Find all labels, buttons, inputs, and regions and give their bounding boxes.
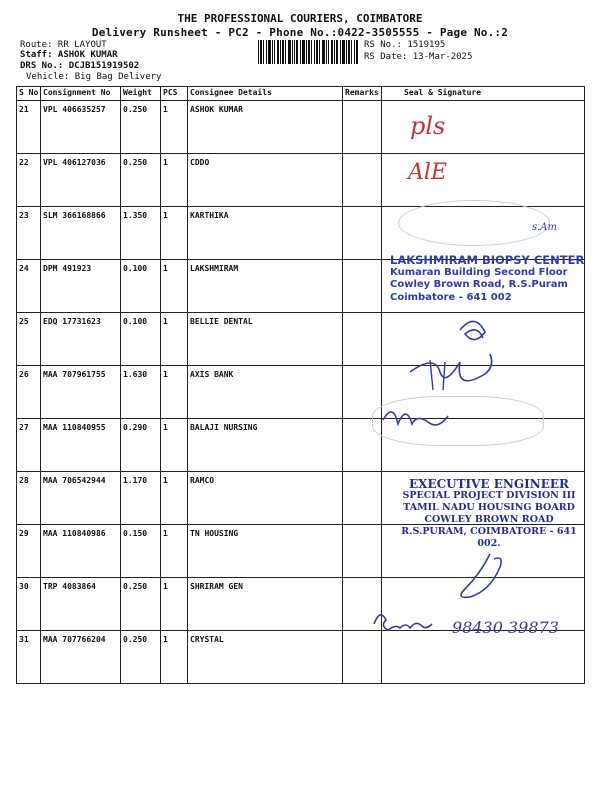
tnhb-stamp [394,478,584,550]
table-row [17,154,585,207]
cell-consignment-no: SLM 366168866 [41,207,121,260]
stamp-line: Kumaran Building Second Floor [390,266,568,278]
col-consignee-header: Consignee Details [188,87,343,101]
stamp-line: Coimbatore - 641 002 [390,291,512,303]
cell-consignee: BELLIE DENTAL [188,313,343,366]
cell-sno: 27 [17,419,41,472]
cell-remarks [343,525,382,578]
signature-row21: pls [410,112,446,140]
cell-weight: 0.290 [121,419,161,472]
lakshmiram-stamp [390,254,584,304]
cell-pcs: 1 [161,525,188,578]
stamp-line: R.S.PURAM, COIMBATORE - 641 002. [401,526,577,549]
stamp-line: EXECUTIVE ENGINEER [408,477,569,491]
cell-pcs: 1 [161,578,188,631]
cell-weight: 0.100 [121,313,161,366]
vehicle-label: Vehicle: Big Bag Delivery [26,72,162,82]
table-row [17,631,585,684]
staff-label: Staff: ASHOK KUMAR [20,50,118,60]
cell-remarks [343,154,382,207]
stamp-line: COWLEY BROWN ROAD [424,514,554,525]
barcode-image [258,40,358,64]
cell-pcs: 1 [161,419,188,472]
cell-weight: 1.170 [121,472,161,525]
cell-consignee: BALAJI NURSING [188,419,343,472]
cell-weight: 0.250 [121,101,161,154]
cell-consignment-no: EDQ 17731623 [41,313,121,366]
cell-consignment-no: MAA 707766204 [41,631,121,684]
cell-consignee: TN HOUSING [188,525,343,578]
cell-sno: 23 [17,207,41,260]
cell-weight: 0.150 [121,525,161,578]
stamp-line: Cowley Brown Road, R.S.Puram [390,279,568,290]
table-row [17,101,585,154]
drs-number: DRS No.: DCJB151919502 [20,61,140,71]
cell-remarks [343,260,382,313]
col-pcs-header: PCS [161,87,188,101]
cell-remarks [343,101,382,154]
cell-consignee: CRYSTAL [188,631,343,684]
cell-remarks [343,313,382,366]
cell-weight: 0.250 [121,631,161,684]
cell-pcs: 1 [161,472,188,525]
col-remarks-header: Remarks [343,87,382,101]
cell-weight: 1.630 [121,366,161,419]
cell-sno: 21 [17,101,41,154]
cell-pcs: 1 [161,101,188,154]
stamp-line: TAMIL NADU HOUSING BOARD [403,502,575,513]
handwritten-phone: 98430 39873 [452,618,559,637]
cell-sno: 22 [17,154,41,207]
cell-consignee: LAKSHMIRAM [188,260,343,313]
col-signature-header: Seal & Signature [382,87,585,101]
cell-consignment-no: DPM 491923 [41,260,121,313]
cell-consignee: CDDO [188,154,343,207]
cell-remarks [343,472,382,525]
cell-sno: 30 [17,578,41,631]
signature-row31 [370,604,440,640]
cell-sno: 26 [17,366,41,419]
cell-consignment-no: VPL 406635257 [41,101,121,154]
route-label: Route: RR LAYOUT [20,40,107,50]
signature-row27 [378,398,458,438]
runsheet-title: Delivery Runsheet - PC2 - Phone No.:0422-3505555 - Page No.:2 [91,26,509,39]
signature-scribbles-rows-25-26 [400,310,560,400]
cell-consignee: RAMCO [188,472,343,525]
table-header-row [17,87,585,101]
faint-stamp-row23 [398,200,550,246]
cell-consignee: ASHOK KUMAR [188,101,343,154]
cell-consignee: AXIS BANK [188,366,343,419]
cell-consignee: KARTHIKA [188,207,343,260]
cell-pcs: 1 [161,631,188,684]
signature-row30 [420,548,550,608]
cell-sno: 29 [17,525,41,578]
cell-consignee: SHRIRAM GEN [188,578,343,631]
cell-sno: 24 [17,260,41,313]
signature-row23: s.Am [532,222,558,233]
cell-pcs: 1 [161,154,188,207]
col-weight-header: Weight [121,87,161,101]
rs-number: RS No.: 1519195 [364,40,446,50]
company-title: THE PROFESSIONAL COURIERS, COIMBATORE [177,12,423,25]
cell-consignment-no: MAA 110840955 [41,419,121,472]
cell-consignment-no: MAA 110840986 [41,525,121,578]
cell-pcs: 1 [161,207,188,260]
stamp-line: LAKSHMIRAM BIOPSY CENTER [390,253,585,267]
cell-weight: 0.100 [121,260,161,313]
cell-pcs: 1 [161,260,188,313]
rs-date: RS Date: 13-Mar-2025 [364,52,473,62]
col-sno-header: S No [17,87,41,101]
cell-pcs: 1 [161,313,188,366]
cell-weight: 0.250 [121,578,161,631]
cell-weight: 1.350 [121,207,161,260]
col-consignment-header: Consignment No [41,87,121,101]
cell-consignment-no: TRP 4083864 [41,578,121,631]
cell-pcs: 1 [161,366,188,419]
cell-consignment-no: VPL 406127036 [41,154,121,207]
cell-remarks [343,207,382,260]
cell-weight: 0.250 [121,154,161,207]
cell-sno: 25 [17,313,41,366]
cell-sno: 28 [17,472,41,525]
cell-consignment-no: MAA 707961755 [41,366,121,419]
signature-row22: AlE [408,160,447,185]
cell-sno: 31 [17,631,41,684]
cell-consignment-no: MAA 706542944 [41,472,121,525]
stamp-line: SPECIAL PROJECT DIVISION III [402,490,576,501]
